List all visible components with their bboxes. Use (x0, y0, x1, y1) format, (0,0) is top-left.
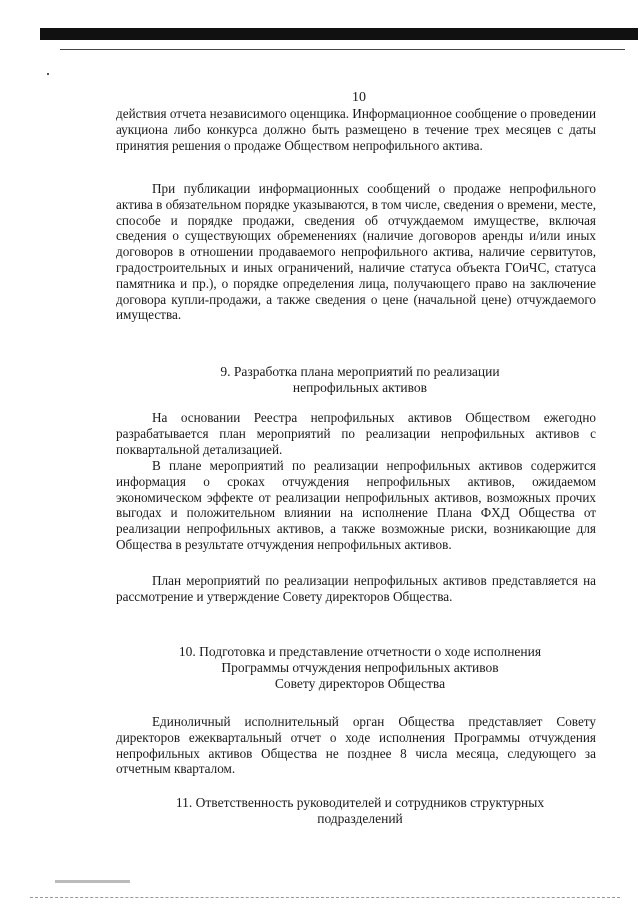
paragraph-publication-requirements: При публикации информационных сообщений о продаже непрофильного актива в обязательном порядке указываются, в том числе, сведения о времени, месте, способе и порядке продажи, сведения об отчуждаемом имуществе, включая сведения о существующих обременениях (наличие договоров аренды и/или иных договоров в отношении продаваемого непрофильного актива, наличие сервитутов, градостроительных и иных ограничений, наличие статуса объекта ГОиЧС, статуса памятника и пр.), о порядке определения лица, получающего право на заключение договора купли-продажи, а также сведения о цене (начальной цене) отчуждаемого имущества. (116, 181, 596, 323)
paragraph-auction-notice: действия отчета независимого оценщика. Информационное сообщение о проведении аукциона либо конкурса должно быть размещено в течение трех месяцев с даты принятия решения о продаже Обществом непрофильного актива. (116, 106, 596, 153)
paragraph-plan-contents: В плане мероприятий по реализации непрофильных активов содержится информация о сроках отчуждения непрофильных активов, ожидаемом экономическом эффекте от реализации непрофильных активов, возможных прочих выгодах и положительном влиянии на исполнение Плана ФХД Общества от реализации непрофильных активов, а также возможные риски, возникающие для Общества в результате отчуждения непрофильных активов. (116, 458, 596, 552)
paragraph-quarterly-report: Единоличный исполнительный орган Общества представляет Совету директоров ежеквартальный отчет о ходе исполнения Программы отчуждения непрофильных активов Общества не позднее 8 числа месяца, следующего за отчетным кварталом. (116, 714, 596, 777)
section-9-heading-line-1: 9. Разработка плана мероприятий по реализации (220, 364, 500, 379)
section-9-heading (140, 364, 580, 396)
section-11-heading-line-2: подразделений (317, 811, 403, 826)
bottom-scan-border (30, 897, 620, 899)
paragraph-plan-approval: План мероприятий по реализации непрофильных активов представляется на рассмотрение и утверждение Совету директоров Общества. (116, 573, 596, 604)
top-scan-border (40, 28, 638, 40)
section-10-heading-line-3: Совету директоров Общества (274, 676, 446, 691)
scan-smudge (55, 880, 130, 883)
section-11-heading-line-1: 11. Ответственность руководителей и сотрудников структурных (175, 795, 545, 810)
paragraph-plan-basis: На основании Реестра непрофильных активов Обществом ежегодно разрабатывается план мероприятий по реализации непрофильных активов с поквартальной детализацией. (116, 410, 596, 457)
section-9-heading-line-2: непрофильных активов (292, 380, 428, 395)
section-10-heading-line-1: 10. Подготовка и представление отчетности о ходе исполнения (178, 644, 542, 659)
section-11-heading (140, 795, 580, 827)
section-10-heading-line-2: Программы отчуждения непрофильных активов (221, 660, 499, 675)
section-10-heading (140, 644, 580, 692)
scan-speck (47, 73, 49, 75)
page-number: 10 (352, 90, 366, 105)
header-rule (60, 49, 625, 50)
